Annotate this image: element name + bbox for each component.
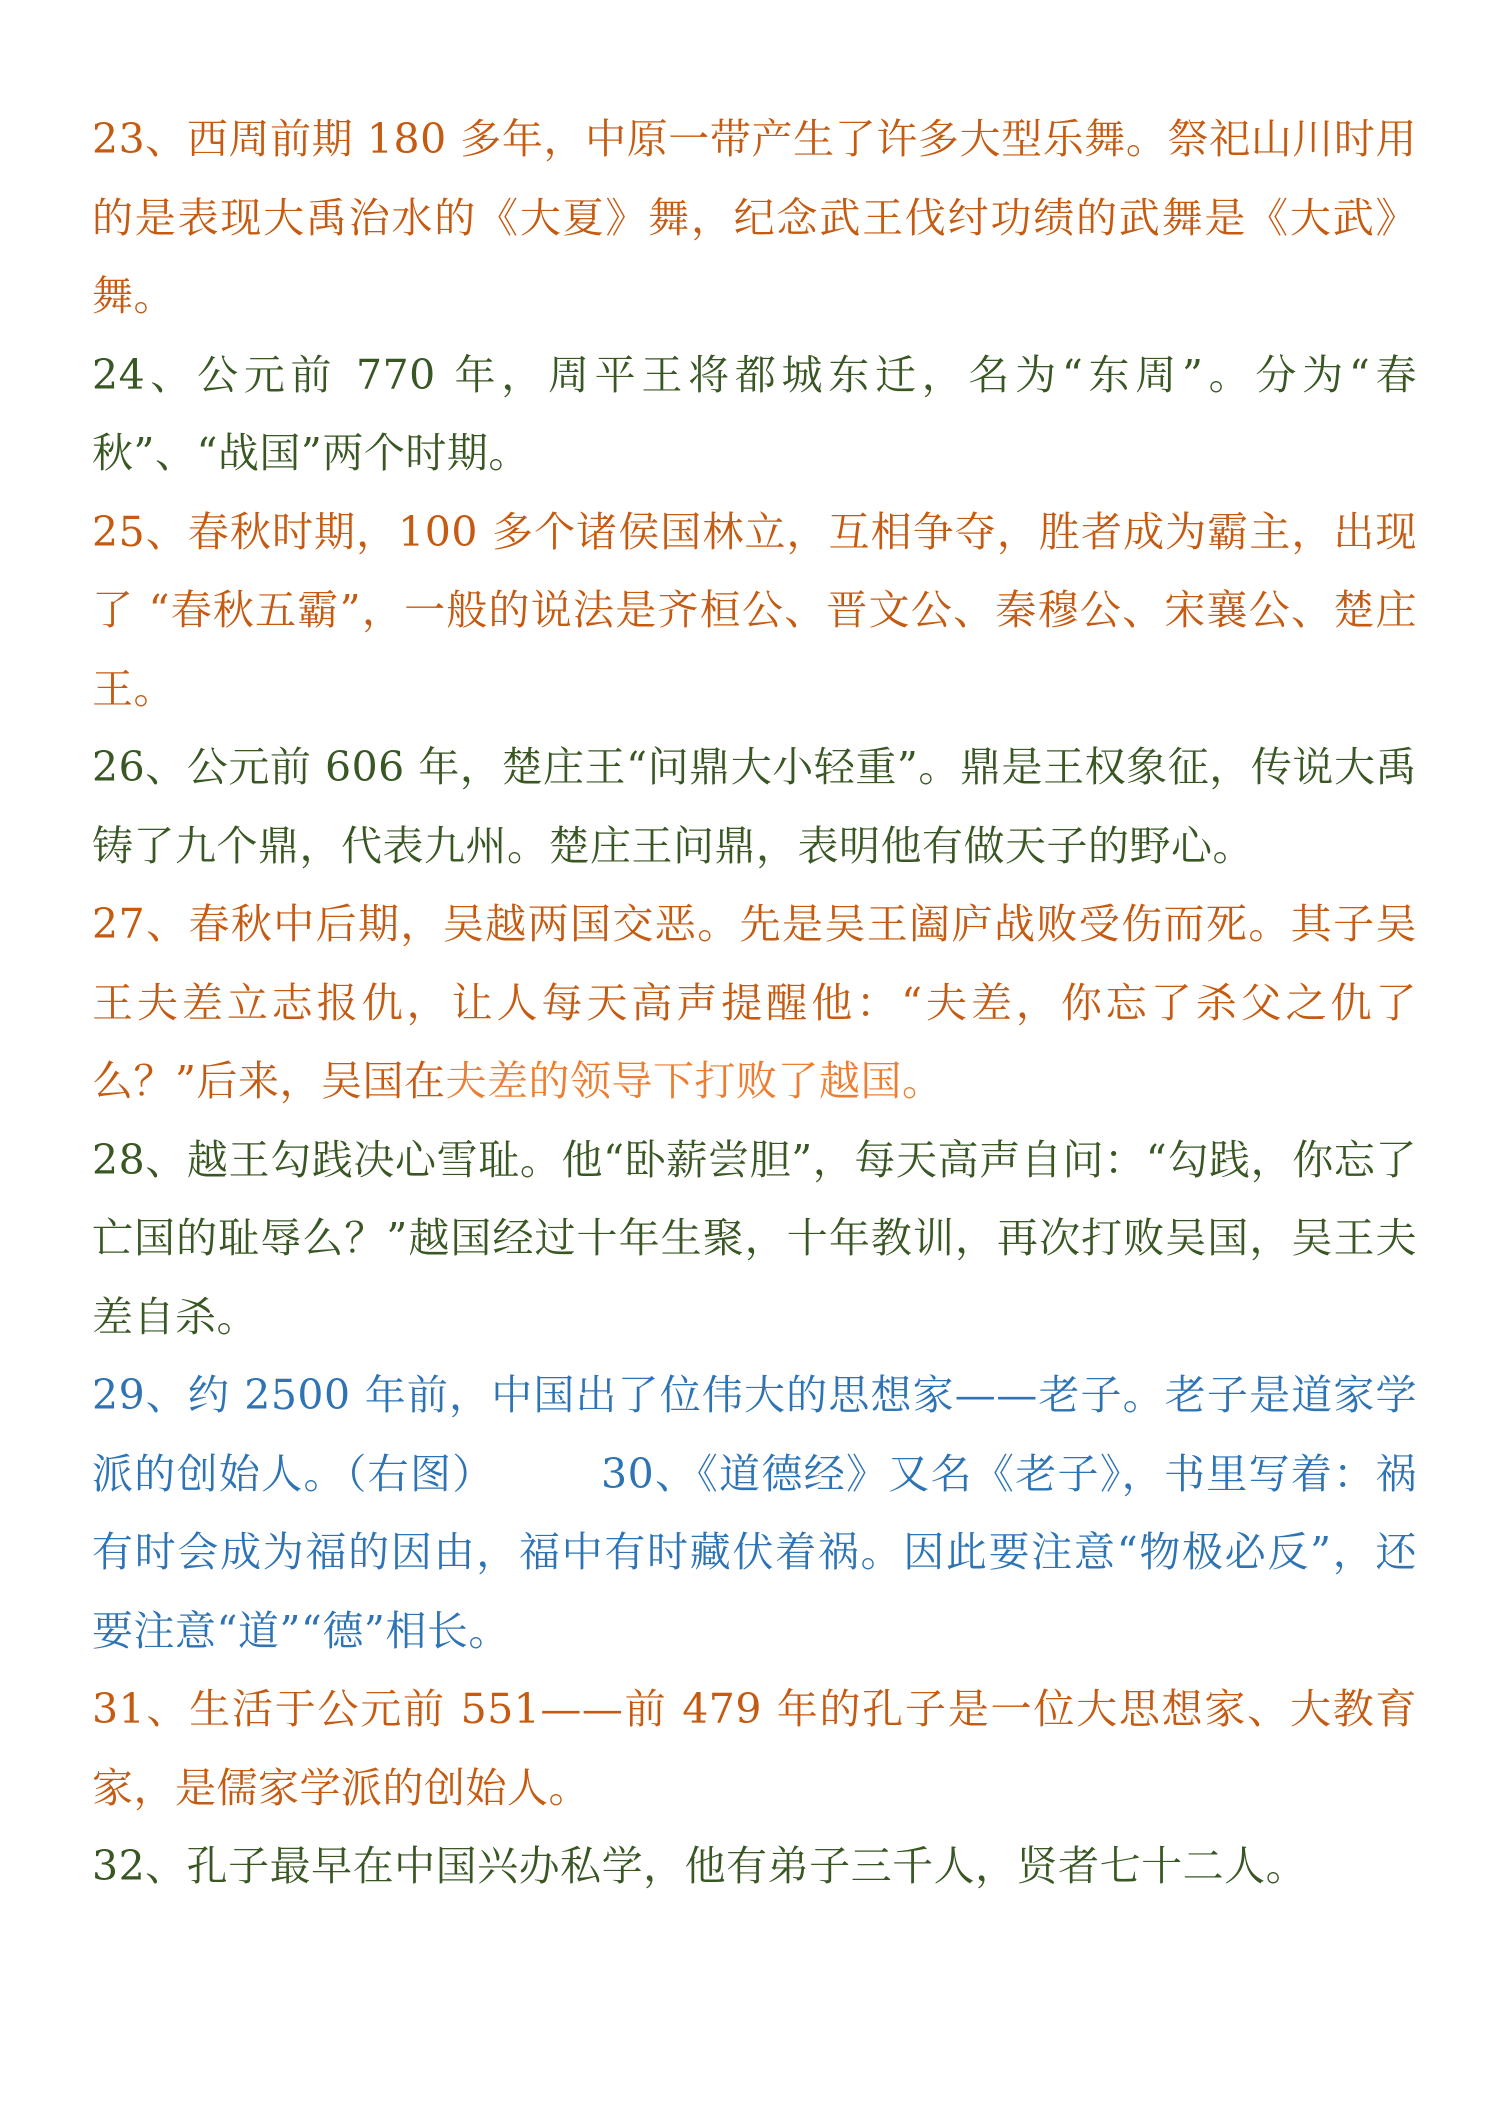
item-29-30: 29、约 2500 年前，中国出了位伟大的思想家——老子。老子是道家学派的创始人。（右图） 30、《道德经》又名《老子》，书里写着：祸有时会成为福的因由，福中有时藏伏着祸。因此要注意“物极必反”，还要注意“道”“德”相长。 (92, 1371, 1417, 1655)
item-27-text-highlight: 夫差的领导下打败了越国。 (445, 1057, 944, 1105)
item-32: 32、孔子最早在中国兴办私学，他有弟子三千人，贤者七十二人。 (92, 1842, 1308, 1890)
item-23: 23、西周前期 180 多年，中原一带产生了许多大型乐舞。祭祀山川时用的是表现大禹治水的《大夏》舞，纪念武王伐纣功绩的武舞是《大武》舞。 (92, 115, 1417, 320)
item-27-text-main: 27、春秋中后期，吴越两国交恶。先是吴王阖庐战败受伤而死。其子吴王夫差立志报仇，让人每天高声提醒他：“夫差，你忘了杀父之仇了么？”后来，吴国在 (92, 900, 1417, 1105)
item-31: 31、生活于公元前 551——前 479 年的孔子是一位大思想家、大教育家，是儒家学派的创始人。 (92, 1685, 1417, 1812)
item-25: 25、春秋时期，100 多个诸侯国林立，互相争夺，胜者成为霸主，出现了 “春秋五霸”，一般的说法是齐桓公、晋文公、秦穆公、宋襄公、楚庄王。 (92, 507, 1417, 713)
item-24: 24、公元前 770 年，周平王将都城东迁，名为“东周”。分为“春秋”、“战国”两个时期。 (92, 350, 1417, 477)
item-27 (92, 885, 1417, 1121)
document-page (92, 100, 1417, 1906)
item-26: 26、公元前 606 年，楚庄王“问鼎大小轻重”。鼎是王权象征，传说大禹铸了九个鼎，代表九州。楚庄王问鼎，表明他有做天子的野心。 (92, 743, 1417, 870)
item-28: 28、越王勾践决心雪耻。他“卧薪尝胆”，每天高声自问：“勾践，你忘了亡国的耻辱么？”越国经过十年生聚，十年教训，再次打败吴国，吴王夫差自杀。 (92, 1135, 1417, 1341)
